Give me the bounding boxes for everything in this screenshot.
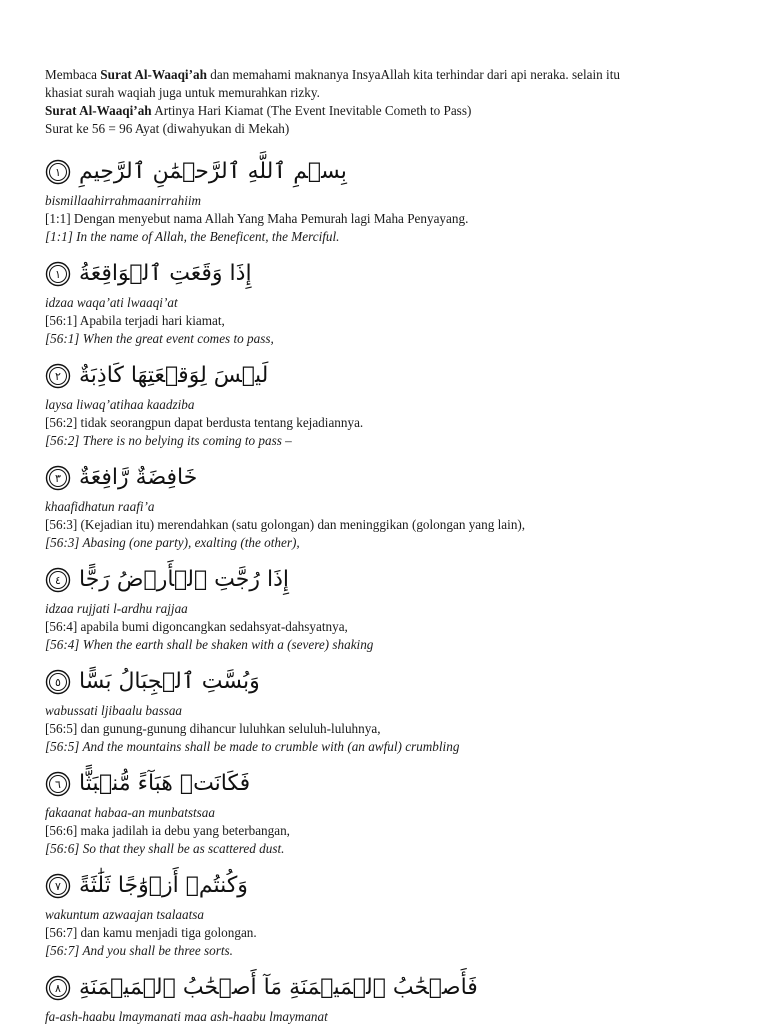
indonesian-translation: [56:5] dan gunung-gunung dihancur luluhkan seluluh-luluhnya, xyxy=(45,721,381,736)
transliteration: laysa liwaq’atihaa kaadziba xyxy=(45,397,195,412)
svg-text:٤: ٤ xyxy=(55,574,61,587)
svg-text:٦: ٦ xyxy=(55,778,61,791)
intro-line-2: khasiat surah waqiah juga untuk memurahkan rizky. xyxy=(45,85,320,100)
intro-line-1 xyxy=(45,66,745,84)
arabic-verse-row xyxy=(45,254,745,294)
indonesian-translation: [56:1] Apabila terjadi hari kiamat, xyxy=(45,313,225,328)
english-translation: [56:1] When the great event comes to pass, xyxy=(45,331,274,346)
ayah-number-icon xyxy=(45,159,71,185)
arabic-text: إِذَا رُجَّتِ ٱلۡأَرۡضُ رَجًّا xyxy=(79,567,289,592)
transliteration: wabussati ljibaalu bassaa xyxy=(45,703,183,718)
arabic-verse-row xyxy=(45,152,745,192)
english-translation: [56:6] So that they shall be as scattered dust. xyxy=(45,841,285,856)
verse-block xyxy=(45,764,745,858)
english-translation: [56:2] There is no belying its coming to pass – xyxy=(45,433,292,448)
english-translation: [1:1] In the name of Allah, the Beneficent, the Merciful. xyxy=(45,229,340,244)
arabic-text: وَبُسَّتِ ٱلۡجِبَالُ بَسًّا xyxy=(79,669,260,694)
arabic-verse-row xyxy=(45,458,745,498)
indonesian-translation: [56:6] maka jadilah ia debu yang beterbangan, xyxy=(45,823,290,838)
transliteration: idzaa waqa’ati lwaaqi’at xyxy=(45,295,178,310)
transliteration: idzaa rujjati l-ardhu rajjaa xyxy=(45,601,188,616)
surah-name-bold: Surat Al-Waaqi’ah xyxy=(100,67,207,82)
transliteration: khaafidhatun raafi’a xyxy=(45,499,155,514)
surah-meaning xyxy=(45,102,745,120)
arabic-text: فَأَصۡحَٰبُ ٱلۡمَيۡمَنَةِ مَآ أَصۡحَٰبُ ٱلۡمَيۡمَنَةِ xyxy=(79,975,478,1000)
intro-paragraph xyxy=(45,66,745,102)
verse-block xyxy=(45,968,745,1026)
svg-text:٢: ٢ xyxy=(55,370,61,383)
indonesian-translation: [56:2] tidak seorangpun dapat berdusta tentang kejadiannya. xyxy=(45,415,364,430)
transliteration: bismillaahirrahmaanirrahiim xyxy=(45,193,202,208)
svg-text:٨: ٨ xyxy=(55,982,61,995)
intro-text: dan memahami maknanya InsyaAllah kita terhindar dari api neraka. selain itu xyxy=(206,67,620,82)
transliteration: fa-ash-haabu lmaymanati maa ash-haabu lmaymanat xyxy=(45,1009,328,1024)
ayah-number-icon xyxy=(45,465,71,491)
svg-text:٣: ٣ xyxy=(55,472,61,485)
surah-name-bold: Surat Al-Waaqi’ah xyxy=(45,103,152,118)
surah-meaning-text: Artinya Hari Kiamat (The Event Inevitable Cometh to Pass) xyxy=(151,103,472,118)
ayah-number-icon xyxy=(45,567,71,593)
ayah-number-icon xyxy=(45,669,71,695)
indonesian-translation: [56:3] (Kejadian itu) merendahkan (satu golongan) dan meninggikan (golongan yang lain), xyxy=(45,517,526,532)
intro-section xyxy=(45,66,745,138)
ayah-number-icon xyxy=(45,771,71,797)
transliteration: wakuntum azwaajan tsalaatsa xyxy=(45,907,204,922)
arabic-verse-row xyxy=(45,866,745,906)
arabic-text: لَيۡسَ لِوَقۡعَتِهَا كَاذِبَةٌ xyxy=(79,363,269,388)
verse-block xyxy=(45,152,745,246)
arabic-verse-row xyxy=(45,356,745,396)
verse-block xyxy=(45,662,745,756)
verse-block xyxy=(45,458,745,552)
svg-text:١: ١ xyxy=(55,268,61,281)
document-body xyxy=(45,66,745,1026)
arabic-verse-row xyxy=(45,764,745,804)
english-translation: [56:7] And you shall be three sorts. xyxy=(45,943,233,958)
verse-block xyxy=(45,254,745,348)
arabic-verse-row xyxy=(45,968,745,1008)
intro-text: Membaca xyxy=(45,67,101,82)
svg-text:١: ١ xyxy=(55,166,61,179)
verse-block xyxy=(45,866,745,960)
arabic-text: بِسۡمِ ٱللَّهِ ٱلرَّحۡمَٰنِ ٱلرَّحِيمِ xyxy=(79,159,347,184)
english-translation: [56:3] Abasing (one party), exalting (the other), xyxy=(45,535,300,550)
arabic-text: وَكُنتُمۡ أَزۡوَٰجًا ثَلَٰثَةً xyxy=(79,873,248,898)
verse-list xyxy=(45,152,745,1026)
verse-block xyxy=(45,356,745,450)
arabic-text: إِذَا وَقَعَتِ ٱلۡوَاقِعَةُ xyxy=(79,261,252,286)
arabic-verse-row xyxy=(45,560,745,600)
arabic-text: فَكَانَتۡ هَبَآءً مُّنۢبَثًّا xyxy=(79,771,251,796)
verse-block xyxy=(45,560,745,654)
english-translation: [56:4] When the earth shall be shaken with a (severe) shaking xyxy=(45,637,374,652)
transliteration: fakaanat habaa-an munbatstsaa xyxy=(45,805,215,820)
ayah-number-icon xyxy=(45,261,71,287)
ayah-number-icon xyxy=(45,975,71,1001)
indonesian-translation: [56:7] dan kamu menjadi tiga golongan. xyxy=(45,925,257,940)
indonesian-translation: [1:1] Dengan menyebut nama Allah Yang Maha Pemurah lagi Maha Penyayang. xyxy=(45,211,469,226)
ayah-number-icon xyxy=(45,873,71,899)
arabic-text: خَافِضَةٌ رَّافِعَةٌ xyxy=(79,465,198,490)
surah-info: Surat ke 56 = 96 Ayat (diwahyukan di Mekah) xyxy=(45,121,290,136)
english-translation: [56:5] And the mountains shall be made to crumble with (an awful) crumbling xyxy=(45,739,460,754)
arabic-verse-row xyxy=(45,662,745,702)
indonesian-translation: [56:4] apabila bumi digoncangkan sedahsyat-dahsyatnya, xyxy=(45,619,348,634)
svg-text:٧: ٧ xyxy=(55,880,61,893)
ayah-number-icon xyxy=(45,363,71,389)
svg-text:٥: ٥ xyxy=(55,676,61,689)
